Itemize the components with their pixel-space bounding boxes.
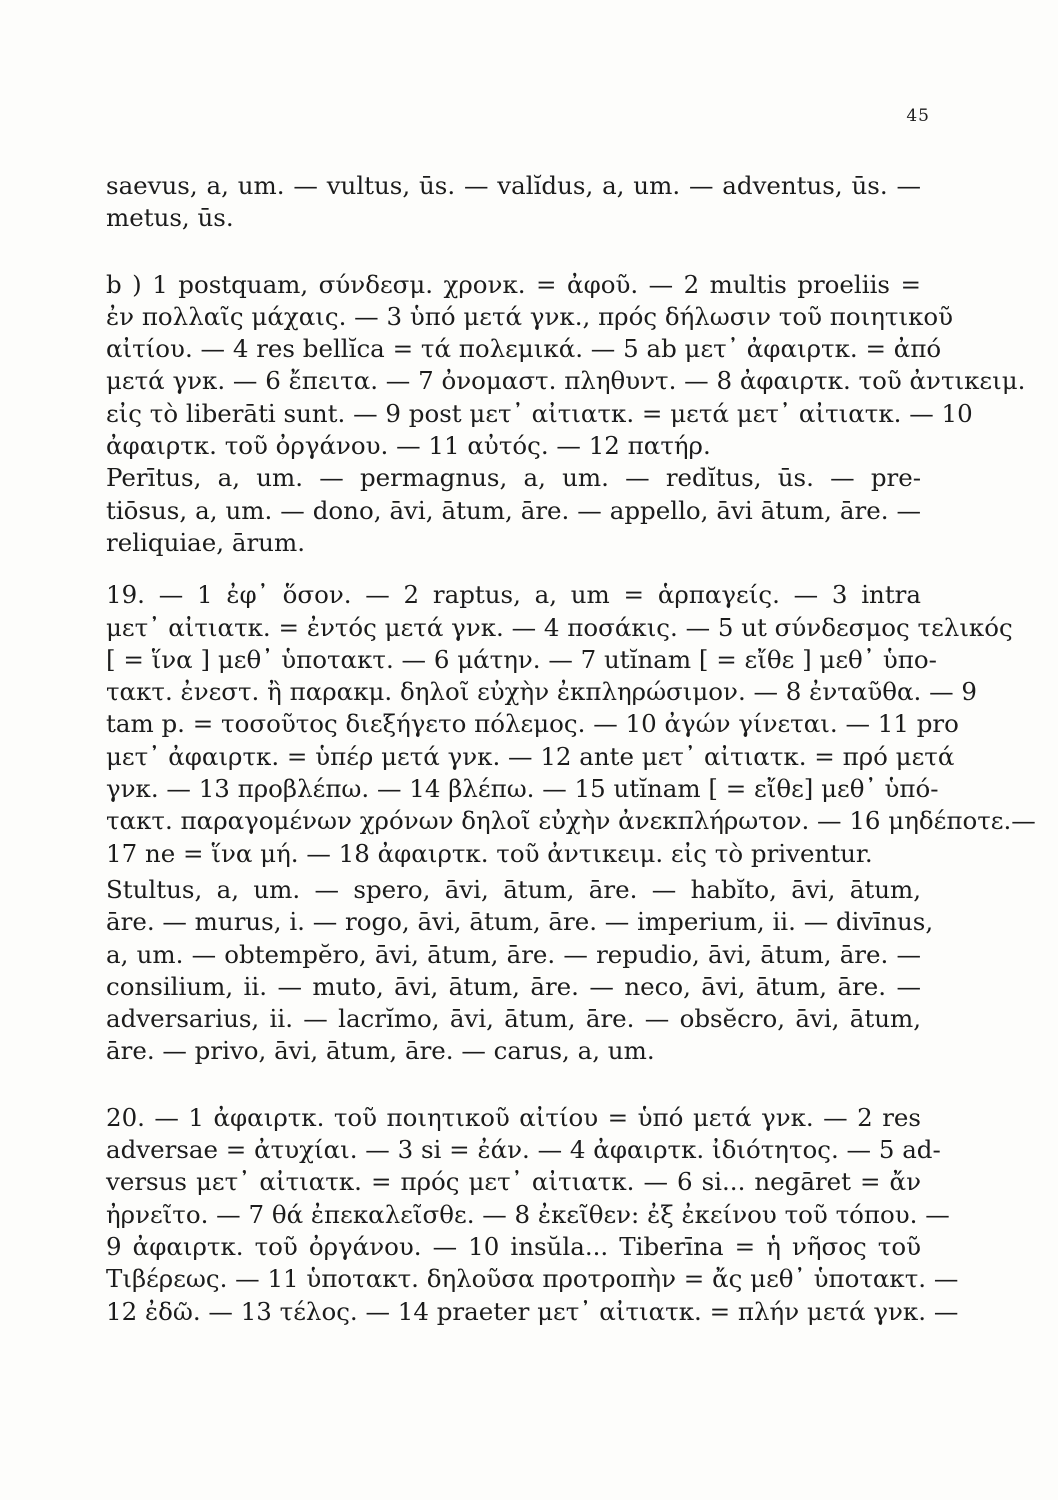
text-line: μετ᾽ ἀφαιρτκ. = ὑπέρ μετά γνκ. — 12 ante μετ᾽ αἰτιατκ. = πρό μετά	[106, 741, 955, 771]
text-line: saevus, a, um. — vultus, ūs. — valĭdus, a, um. — adventus, ūs. —	[106, 171, 921, 200]
text-line: ἀφαιρτκ. τοῦ ὀργάνου. — 11 αὐτός. — 12 πατήρ.	[106, 431, 711, 461]
text-line: τακτ. παραγομένων χρόνων δηλοῖ εὐχὴν ἀνεκπλήρωτον. — 16 μηδέποτε.—	[106, 806, 1036, 836]
text-line: γνκ. — 13 προβλέπω. — 14 βλέπω. — 15 utĭnam [ = εἴθε] μεθ᾽ ὑπό-	[106, 774, 939, 804]
text-line: 20. — 1 ἀφαιρτκ. τοῦ ποιητικοῦ αἰτίου = ὑπό μετά γνκ. — 2 res	[106, 1102, 921, 1132]
text-line: 9 ἀφαιρτκ. τοῦ ὀργάνου. — 10 insŭla... Tiberīna = ἡ νῆσος τοῦ	[106, 1231, 921, 1261]
text-line: Perītus, a, um. — permagnus, a, um. — redĭtus, ūs. — pre-	[106, 463, 921, 493]
text-line: tam p. = τοσοῦτος διεξήγετο πόλεμος. — 10 ἀγών γίνεται. — 11 pro	[106, 709, 959, 739]
text-line: [ = ἵνα ] μεθ᾽ ὑποτακτ. — 6 μάτην. — 7 utĭnam [ = εἴθε ] μεθ᾽ ὑπο-	[106, 644, 937, 674]
text-line: Τιβέρεως. — 11 ὑποτακτ. δηλοῦσα προτροπὴν = ἄς μεθ᾽ ὑποτακτ. —	[106, 1264, 959, 1294]
text-line: reliquiae, ārum.	[106, 527, 305, 557]
text-line: 19. — 1 ἐφ᾽ ὅσον. — 2 raptus, a, um = ἁρπαγείς. — 3 intra	[106, 580, 921, 610]
text-line: metus, ūs.	[106, 203, 234, 233]
text-line: b ) 1 postquam, σύνδεσμ. χρονκ. = ἀφοῦ. — 2 multis proeliis =	[106, 269, 921, 299]
text-line: āre. — privo, āvi, ātum, āre. — carus, a, um.	[106, 1036, 655, 1066]
text-line: εἰς τὸ liberāti sunt. — 9 post μετ᾽ αἰτιατκ. = μετά μετ᾽ αἰτιατκ. — 10	[106, 398, 973, 428]
text-line: tiōsus, a, um. — dono, āvi, ātum, āre. — appello, āvi ātum, āre. —	[106, 495, 921, 525]
section-19	[106, 579, 1036, 870]
text-line: consilium, ii. — muto, āvi, ātum, āre. — neco, āvi, ātum, āre. —	[106, 971, 921, 1001]
page-number: 45	[906, 106, 930, 126]
text-line: Stultus, a, um. — spero, āvi, ātum, āre. — habĭto, āvi, ātum,	[106, 874, 921, 904]
text-line: τακτ. ἐνεστ. ἢ παρακμ. δηλοῖ εὐχὴν ἐκπληρώσιμον. — 8 ἐνταῦθα. — 9	[106, 677, 977, 707]
vocab-list-19	[106, 874, 934, 1068]
text-line: ἠρνεῖτο. — 7 θά ἐπεκαλεῖσθε. — 8 ἐκεῖθεν: ἐξ ἐκείνου τοῦ τόπου. —	[106, 1199, 950, 1229]
page-body	[106, 170, 1036, 1328]
text-line: versus μετ᾽ αἰτιατκ. = πρός μετ᾽ αἰτιατκ. — 6 si... negāret = ἄν	[106, 1167, 921, 1197]
text-line: a, um. — obtempĕro, āvi, ātum, āre. — repudio, āvi, ātum, āre. —	[106, 939, 921, 969]
section-20	[106, 1102, 959, 1328]
text-line: adversae = ἀτυχίαι. — 3 si = ἐάν. — 4 ἀφαιρτκ. ἰδιότητος. — 5 ad-	[106, 1135, 941, 1165]
text-line: adversarius, ii. — lacrĭmo, āvi, ātum, āre. — obsĕcro, āvi, ātum,	[106, 1004, 921, 1034]
vocab-list-a	[106, 170, 921, 235]
section-b	[106, 269, 1026, 463]
text-line: μετά γνκ. — 6 ἔπειτα. — 7 ὀνομαστ. πληθυντ. — 8 ἀφαιρτκ. τοῦ ἀντικειμ.	[106, 366, 1026, 396]
text-line: ἐν πολλαῖς μάχαις. — 3 ὑπό μετά γνκ., πρός δήλωσιν τοῦ ποιητικοῦ	[106, 301, 954, 331]
text-line: μετ᾽ αἰτιατκ. = ἐντός μετά γνκ. — 4 ποσάκις. — 5 ut σύνδεσμος τελικός	[106, 612, 1013, 642]
vocab-list-b	[106, 462, 921, 559]
text-line: αἰτίου. — 4 res bellĭca = τά πολεμικά. — 5 ab μετ᾽ ἀφαιρτκ. = ἀπό	[106, 334, 942, 364]
text-line: 17 ne = ἵνα μή. — 18 ἀφαιρτκ. τοῦ ἀντικειμ. εἰς τὸ priventur.	[106, 838, 873, 868]
text-line: 12 ἐδῶ. — 13 τέλος. — 14 praeter μετ᾽ αἰτιατκ. = πλήν μετά γνκ. —	[106, 1296, 959, 1326]
text-line: āre. — murus, i. — rogo, āvi, ātum, āre. — imperium, ii. — divīnus,	[106, 907, 934, 937]
